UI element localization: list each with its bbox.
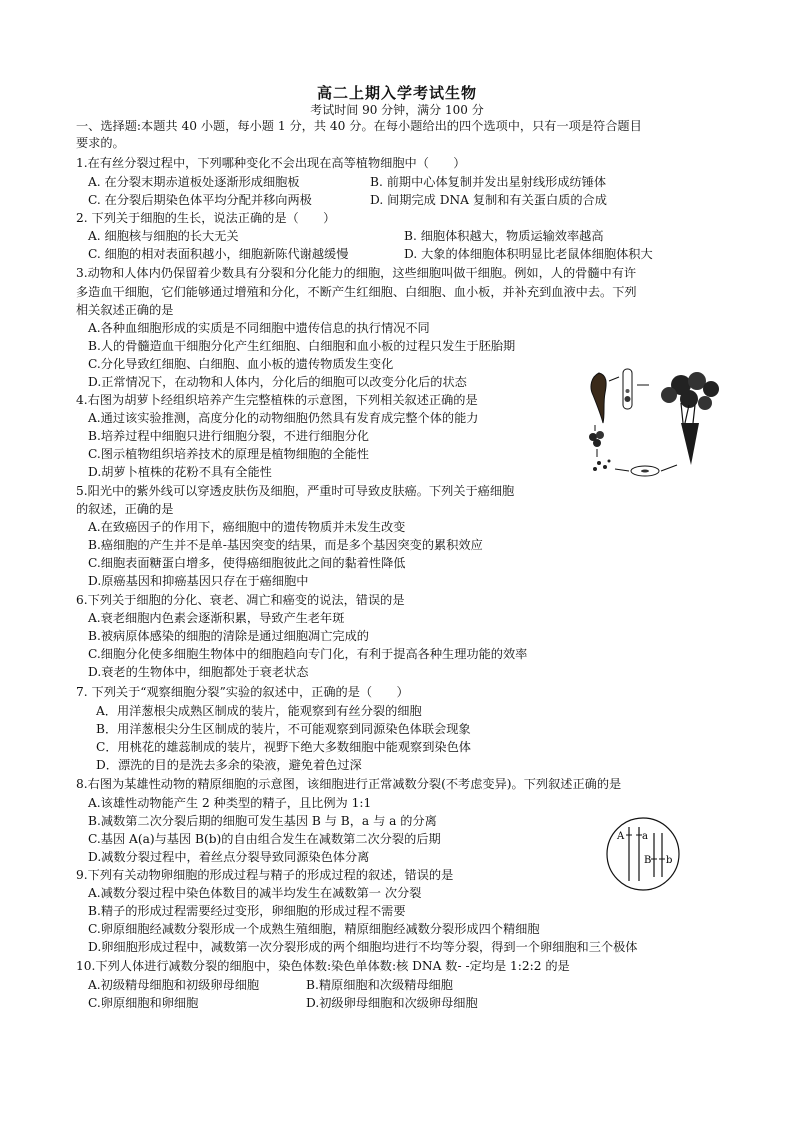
q2-option-d: D. 大象的体细胞体积明显比老鼠体细胞体积大	[404, 247, 653, 261]
q5-option-b: B.癌细胞的产生并不是单-基因突变的结果，而是多个基因突变的累积效应	[88, 538, 483, 552]
dispersed-cells-icon	[593, 460, 611, 472]
q6-option-b: B.被病原体感染的细胞的清除是通过细胞凋亡完成的	[88, 629, 369, 643]
gene-label-A: A	[617, 831, 625, 842]
q6-option-a: A.衰老细胞内色素会逐渐积累，导致产生老年斑	[88, 611, 345, 625]
q3-option-c: C.分化导致红细胞、白细胞、血小板的遗传物质发生变化	[88, 357, 394, 371]
callus-cells-icon	[589, 431, 604, 447]
q8-option-b: B.减数第二次分裂后期的细胞可发生基因 B 与 B，a 与 a 的分离	[88, 814, 437, 828]
carrot-root-icon	[591, 373, 606, 423]
q4-option-b: B.培养过程中细胞只进行细胞分裂，不进行细胞分化	[88, 429, 369, 443]
q1-stem: 1.在有丝分裂过程中，下列哪种变化不会出现在高等植物细胞中（ ）	[76, 156, 466, 170]
q8-option-d: D.减数分裂过程中，着丝点分裂导致同源染色体分离	[88, 850, 370, 864]
gene-label-b: b	[666, 855, 673, 866]
q3-stem-line2: 多造血干细胞，它们能够通过增殖和分化，不断产生红细胞、白细胞、血小板，并补充到血液中去。下列	[76, 285, 637, 299]
q1-option-d: D. 间期完成 DNA 复制和有关蛋白质的合成	[370, 193, 607, 207]
q6-option-c: C.细胞分化使多细胞生物体中的细胞趋向专门化，有利于提高各种生理功能的效率	[88, 647, 528, 661]
carrot-plant-icon	[661, 372, 719, 465]
gene-label-a: a	[642, 831, 648, 842]
q9-stem: 9.下列有关动物卵细胞的形成过程与精子的形成过程的叙述，错误的是	[76, 868, 454, 882]
page-title: 高二上期入学考试生物	[316, 84, 477, 102]
q2-option-a: A. 细胞核与细胞的长大无关	[88, 229, 239, 243]
q3-stem-line3: 相关叙述正确的是	[76, 303, 174, 317]
q6-option-d: D.衰老的生物体中，细胞都处于衰老状态	[88, 665, 309, 679]
q7-option-d: D．漂洗的目的是洗去多余的染液，避免着色过深	[96, 758, 362, 772]
q10-stem: 10.下列人体进行减数分裂的细胞中，染色体数:染色单体数:核 DNA 数- -定均是 1:2:2 的是	[76, 959, 570, 973]
section-instructions-cont: 要求的。	[76, 136, 125, 150]
q4-stem: 4.右图为胡萝卜经组织培养产生完整植株的示意图，下列相关叙述正确的是	[76, 393, 478, 407]
q4-option-c: C.图示植物组织培养技术的原理是植物细胞的全能性	[88, 447, 369, 461]
exam-info: 考试时间 90 分钟，满分 100 分	[310, 103, 484, 117]
q8-stem: 8.右图为某雄性动物的精原细胞的示意图，该细胞进行正常减数分裂(不考虑变异)。下列叙述正确的是	[76, 777, 622, 791]
q5-option-c: C.细胞表面糖蛋白增多，使得癌细胞彼此之间的黏着性降低	[88, 556, 406, 570]
q5-stem-line2: 的叙述，正确的是	[76, 502, 174, 516]
q5-stem-line1: 5.阳光中的紫外线可以穿透皮肤伤及细胞，严重时可导致皮肤癌。下列关于癌细胞	[76, 484, 515, 498]
q10-option-b: B.精原细胞和次级精母细胞	[306, 978, 453, 992]
q5-option-d: D.原癌基因和抑癌基因只存在于癌细胞中	[88, 574, 309, 588]
q7-option-c: C．用桃花的雄蕊制成的装片，视野下绝大多数细胞中能观察到染色体	[96, 740, 471, 754]
gene-label-B: B	[644, 855, 652, 866]
section-instructions: 一、选择题:本题共 40 小题，每小题 1 分，共 40 分。在每小题给出的四个选项中，只有一项是符合题目	[76, 119, 642, 133]
q2-stem: 2. 下列关于细胞的生长，说法正确的是（ ）	[76, 211, 336, 225]
q2-option-b: B. 细胞体积越大，物质运输效率越高	[404, 229, 604, 243]
arrow-icon	[609, 377, 619, 381]
q3-option-a: A.各种血细胞形成的实质是不同细胞中遗传信息的执行情况不同	[88, 321, 430, 335]
q8-option-c: C.基因 A(a)与基因 B(b)的自由组合发生在减数第二次分裂的后期	[88, 832, 441, 846]
q7-stem: 7. 下列关于“观察细胞分裂”实验的叙述中，正确的是（ ）	[76, 685, 409, 699]
q1-option-a: A. 在分裂末期赤道板处逐渐形成细胞板	[88, 175, 300, 189]
q10-option-c: C.卵原细胞和卵细胞	[88, 996, 199, 1010]
q4-option-a: A.通过该实验推测，高度分化的动物细胞仍然具有发育成完整个体的能力	[88, 411, 479, 425]
q9-option-c: C.卵原细胞经减数分裂形成一个成熟生殖细胞，精原细胞经减数分裂形成四个精细胞	[88, 922, 540, 936]
q3-option-d: D.正常情况下，在动物和人体内，分化后的细胞可以改变分化后的状态	[88, 375, 467, 389]
q3-option-b: B.人的骨髓造血干细胞分化产生红细胞、白细胞和血小板的过程只发生于胚胎期	[88, 339, 516, 353]
q10-option-a: A.初级精母细胞和初级卵母细胞	[88, 978, 260, 992]
q8-option-a: A.该雄性动物能产生 2 种类型的精子，且比例为 1:1	[88, 796, 372, 810]
q9-option-d: D.卵细胞形成过程中，减数第一次分裂形成的两个细胞均进行不均等分裂，得到一个卵细胞和三个极体	[88, 940, 638, 954]
q1-option-b: B. 前期中心体复制并发出星射线形成纺锤体	[370, 175, 607, 189]
q6-stem: 6.下列关于细胞的分化、衰老、凋亡和癌变的说法，错误的是	[76, 593, 405, 607]
q4-option-d: D.胡萝卜植株的花粉不具有全能性	[88, 465, 272, 479]
q2-option-c: C. 细胞的相对表面积越小，细胞新陈代谢越缓慢	[88, 247, 349, 261]
q1-option-c: C. 在分裂后期染色体平均分配并移向两极	[88, 193, 312, 207]
spermatogonium-figure	[604, 815, 682, 893]
q7-option-b: B．用洋葱根尖分生区制成的装片，不可能观察到同源染色体联会现象	[96, 722, 471, 736]
q9-option-a: A.减数分裂过程中染色体数目的减半均发生在减数第一 次分裂	[88, 886, 422, 900]
q3-stem-line1: 3.动物和人体内仍保留着少数具有分裂和分化能力的细胞，这些细胞叫做干细胞。例如，人的骨髓中有许	[76, 266, 637, 280]
q10-option-d: D.初级卵母细胞和次级卵母细胞	[306, 996, 478, 1010]
carrot-tissue-culture-figure	[585, 365, 730, 485]
q5-option-a: A.在致癌因子的作用下，癌细胞中的遗传物质并未发生改变	[88, 520, 406, 534]
q9-option-b: B.精子的形成过程需要经过变形，卵细胞的形成过程不需要	[88, 904, 406, 918]
q7-option-a: A．用洋葱根尖成熟区制成的装片，能观察到有丝分裂的细胞	[96, 704, 422, 718]
